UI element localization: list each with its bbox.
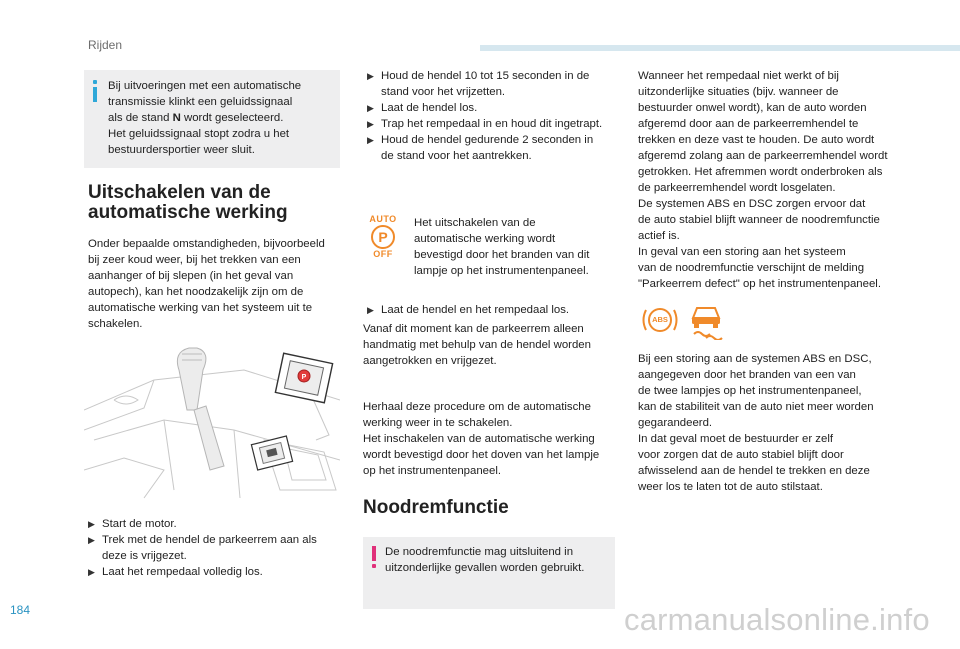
info-line: transmissie klinkt een geluidssignaal <box>108 96 293 108</box>
info-line: Het geluidssignaal stopt zodra u het <box>108 128 290 140</box>
steps-list-left <box>88 516 343 580</box>
bullet-icon: ▶ <box>367 119 374 129</box>
info-line: als de stand <box>108 112 173 124</box>
list-item: ▶ Start de motor. <box>88 518 177 530</box>
warning-icon <box>372 546 376 568</box>
list-item: ▶ Laat het rempedaal volledig los. <box>88 566 263 578</box>
p-circle: P <box>371 225 395 249</box>
bullet-icon: ▶ <box>88 535 95 545</box>
dsc-warning-icon <box>686 300 726 340</box>
paragraph-emergency-brake: Wanneer het rempedaal niet werkt of bij uitzonderlijke situaties (bijv. wanneer de bestuurder onwel wordt), kan de auto worden afgeremd door aan de parkeerremhendel te trekken en deze vast te houden. De auto wordt afgeremd zolang aan de parkeerremhendel wordt getrokken. Het afremmen wordt onderbroken als de parkeerremhendel wordt losgelaten. De systemen ABS en DSC zorgen ervoor dat de auto stabiel blijft wanneer de noodremfunctie actief is. In geval van een storing aan het systeem van de noodremfunctie verschijnt de melding "Parkeerrem defect" op het instrumentenpaneel. <box>638 70 888 290</box>
list-item: ▶ Trap het rempedaal in en houd dit ingetrapt. <box>367 118 603 130</box>
gear-n-label: N <box>172 112 181 124</box>
svg-text:P: P <box>301 374 307 381</box>
info-line: bestuurdersportier weer sluit. <box>108 144 255 156</box>
info-note <box>84 70 340 168</box>
list-item: ▶ Trek met de hendel de parkeerrem aan als deze is vrijgezet. <box>88 534 317 562</box>
list-item: ▶ Laat de hendel en het rempedaal los. <box>367 304 570 316</box>
warning-note: De noodremfunctie mag uitsluitend in uitzonderlijke gevallen worden gebruikt. <box>363 537 615 609</box>
paragraph-manual-operation: Vanaf dit moment kan de parkeerrem alleen handmatig met behulp van de hendel worden aangetrokken en vrijgezet. <box>363 323 591 367</box>
parking-brake-illustration <box>84 340 340 500</box>
abs-label: ABS <box>652 315 668 324</box>
bullet-icon: ▶ <box>88 567 95 577</box>
section-title-noodrem: Noodremfunctie <box>363 497 509 518</box>
paragraph-abs-dsc-fault: Bij een storing aan de systemen ABS en DSC, aangegeven door het branden van een van de twee lampjes op het instrumentenpaneel, kan de stabiliteit van de auto niet meer worden gegarandeerd. In dat geval moet de bestuurder er zelf voor zorgen dat de auto stabiel blijft door afwisselend aan de hendel te trekken en deze weer los te laten tot de auto stilstaat. <box>638 353 874 493</box>
paragraph-reactivate: Herhaal deze procedure om de automatische werking weer in te schakelen. Het inschakelen van de automatische werking wordt bevestigd door het doven van het lampje op het instrumentenpaneel. <box>363 401 600 477</box>
header-bar <box>480 45 960 51</box>
watermark: carmanualsonline.info <box>624 602 930 637</box>
abs-warning-icon <box>640 302 680 338</box>
list-item: ▶ Houd de hendel gedurende 2 seconden in de stand voor het aantrekken. <box>367 134 594 162</box>
bullet-icon: ▶ <box>367 103 374 113</box>
bullet-icon: ▶ <box>367 135 374 145</box>
intro-paragraph: Onder bepaalde omstandigheden, bijvoorbeeld bij zeer koud weer, bij het trekken van een aanhanger of bij slepen (in het geval van autopech), kan het noodzakelijk zijn om de automatische werking van het systeem uit te schakelen. <box>88 238 325 330</box>
bullet-icon: ▶ <box>88 519 95 529</box>
steps-list-top <box>367 68 619 164</box>
list-item: ▶ Houd de hendel 10 tot 15 seconden in de stand voor het vrijzetten. <box>367 70 590 98</box>
info-line: Bij uitvoeringen met een automatische <box>108 80 302 92</box>
icon-description: Het uitschakelen van de automatische werking wordt bevestigd door het branden van dit lampje op het instrumentenpaneel. <box>414 217 590 277</box>
list-item: ▶ Laat de hendel los. <box>367 102 478 114</box>
info-line: wordt geselecteerd. <box>180 112 284 124</box>
auto-p-off-icon: AUTO P OFF <box>369 214 397 259</box>
section-header: Rijden <box>88 38 123 52</box>
bullet-icon: ▶ <box>367 71 374 81</box>
console-drawing <box>84 340 340 500</box>
bullet-icon: ▶ <box>367 305 374 315</box>
page-number: 184 <box>10 603 31 617</box>
section-title: Uitschakelen van de automatische werking <box>88 182 288 223</box>
info-icon <box>93 80 97 104</box>
steps-list-release <box>367 302 619 318</box>
